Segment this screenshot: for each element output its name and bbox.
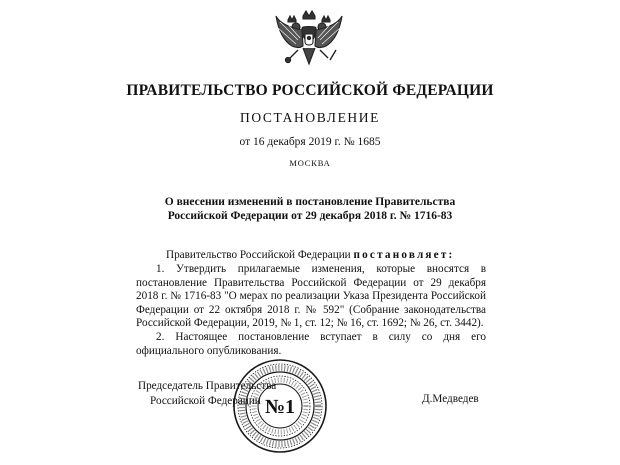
signatory-position-line-1: Председатель Правительства xyxy=(138,380,277,392)
intro-verb: постановляет: xyxy=(353,249,455,261)
coat-of-arms-emblem xyxy=(272,6,346,76)
document-date-number: от 16 декабря 2019 г. № 1685 xyxy=(239,136,381,148)
paragraph-2: 2. Настоящее постановление вступает в силу со дня его официального опубликования. xyxy=(136,330,486,357)
official-seal-stamp xyxy=(232,358,328,454)
subject-line-2: Российской Федерации от 29 декабря 2018 г. № 1716-83 xyxy=(167,210,453,222)
document-type: ПОСТАНОВЛЕНИЕ xyxy=(240,110,380,125)
document-body xyxy=(136,263,486,358)
document-city: МОСКВА xyxy=(289,158,331,168)
signatory-name: Д.Медведев xyxy=(422,393,479,405)
paragraph-1: 1. Утвердить прилагаемые изменения, которые вносятся в постановление Правительства Российской Федерации от 29 декабря 2018 г. № 1716-83 "О мерах по реализации Указа Президента Российской Федерации от 22 октября 2018 г. № 592" (Собрание законодательства Российской Федерации, 2019, № 1, ст. 12; № 16, ст. 1692; № 26, ст. 3442). xyxy=(136,263,486,330)
government-title: ПРАВИТЕЛЬСТВО РОССИЙСКОЙ ФЕДЕРАЦИИ xyxy=(126,82,494,99)
document-subject xyxy=(0,195,620,223)
signatory-position-line-2: Российской Федерации xyxy=(150,395,261,407)
intro-prefix: Правительство Российской Федерации xyxy=(166,249,351,261)
subject-line-1: О внесении изменений в постановление Правительства xyxy=(164,196,456,208)
seal-number: №1 xyxy=(264,396,296,418)
resolution-intro xyxy=(166,249,454,261)
